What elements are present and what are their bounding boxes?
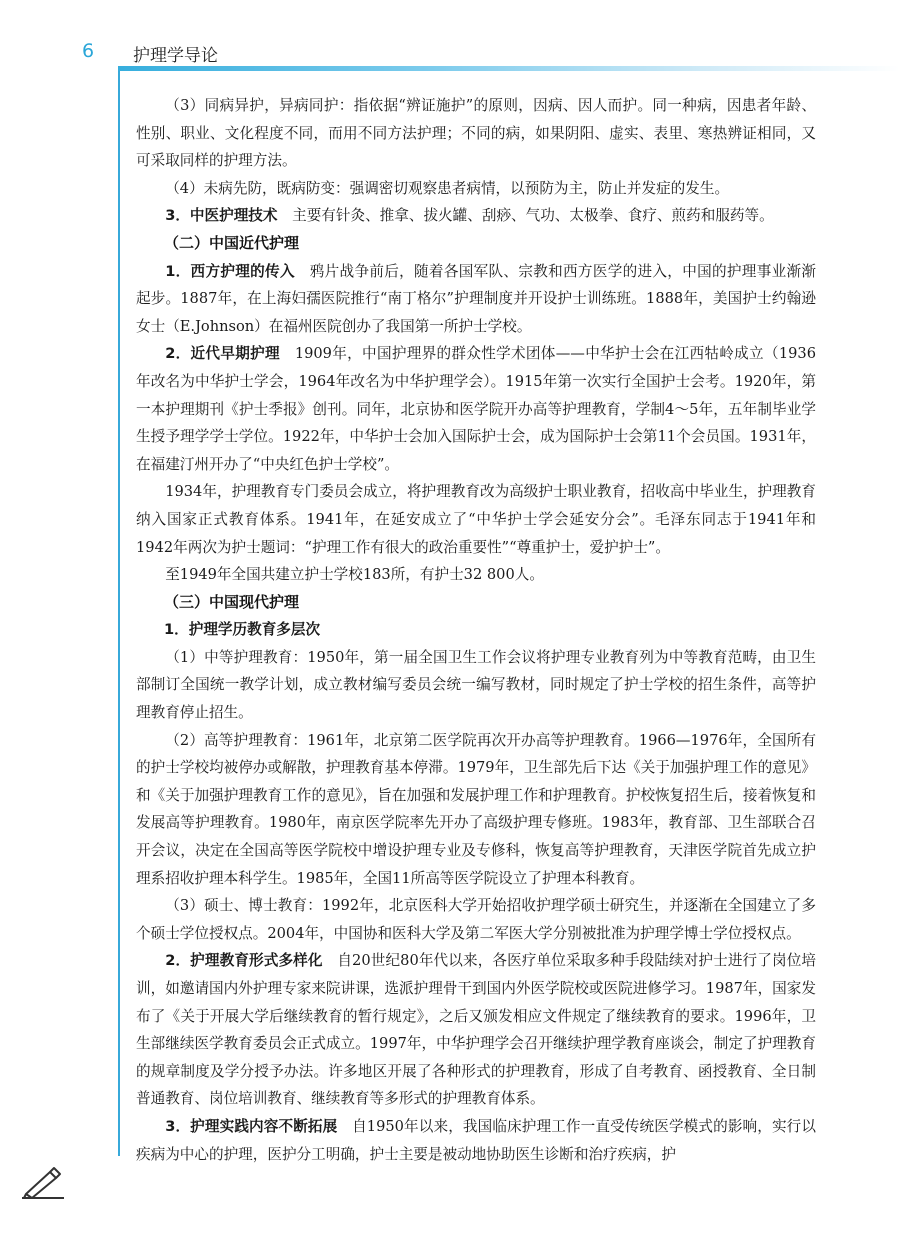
section-lead: 1．西方护理的传入	[165, 262, 295, 280]
subsection-heading: 1．护理学历教育多层次	[164, 621, 321, 639]
paragraph: 2．护理教育形式多样化 自20世纪80年代以来，各医疗单位采取多种手段陆续对护士进行了岗位培训，如邀请国内外护理专家来院讲课，选派护理骨干到国内外医学院校或医院进修学习。1987年，国家发布了《关于开展大学后继续教育的暂行规定》，之后又颁发相应文件规定了继续教育的要求。1996年，卫生部继续医学教育委员会正式成立。1997年，中华护理学会召开继续护理学教育座谈会，制定了护理教育的规章制度及学分授予办法。许多地区开展了各种形式的护理教育，形成了自考教育、函授教育、全日制普通教育、岗位培训教育、继续教育等多形式的护理教育体系。	[136, 952, 816, 1108]
paragraph: 1．西方护理的传入 鸦片战争前后，随着各国军队、宗教和西方医学的进入，中国的护理事业渐渐起步。1887年，在上海妇孺医院推行“南丁格尔”护理制度并开设护士训练班。1888年，美国护士约翰逊女士（E.Johnson）在福州医院创办了我国第一所护士学校。	[136, 262, 816, 335]
section-lead: 2．近代早期护理	[165, 345, 280, 363]
paragraph: （3）硕士、博士教育：1992年，北京医科大学开始招收护理学硕士研究生，并逐渐在全国建立了多个硕士学位授权点。2004年，中国协和医科大学及第二军医大学分别被批准为护理学博士学位授权点。	[136, 897, 816, 942]
paragraph: （2）高等护理教育：1961年，北京第二医学院再次开办高等护理教育。1966—1976年，全国所有的护士学校均被停办或解散，护理教育基本停滞。1979年，卫生部先后下达《关于加强护理工作的意见》和《关于加强护理教育工作的意见》，旨在加强和发展护理工作和护理教育。护校恢复招生后，接着恢复和发展高等护理教育。1980年，南京医学院率先开办了高级护理专修班。1983年，教育部、卫生部联合召开会议，决定在全国高等医学院校中增设护理专业及专修科，恢复高等护理教育，天津医学院首先成立护理系招收护理本科学生。1985年，全国11所高等医学院设立了护理本科教育。	[136, 731, 816, 887]
paragraph: 2．近代早期护理 1909年，中国护理界的群众性学术团体——中华护士会在江西牯岭成立（1936年改名为中华护士学会，1964年改名为中华护理学会）。1915年第一次实行全国护士会考。1920年，第一本护理期刊《护士季报》创刊。同年，北京协和医学院开办高等护理教育，学制4～5年，五年制毕业学生授予理学学士学位。1922年，中华护士会加入国际护士会，成为国际护士会第11个会员国。1931年，在福建汀州开办了“中央红色护士学校”。	[136, 345, 816, 473]
section-lead: 3．护理实践内容不断拓展	[165, 1117, 338, 1135]
section-heading: （二）中国近代护理	[164, 233, 300, 252]
page-number: 6	[82, 40, 95, 62]
paragraph: 至1949年全国共建立护士学校183所，有护士32 800人。	[165, 566, 544, 584]
header-gradient-bar	[118, 66, 900, 71]
section-heading: （三）中国现代护理	[164, 592, 300, 611]
page-header	[0, 0, 900, 80]
left-margin-rule	[118, 71, 120, 1156]
section-lead: 3．中医护理技术	[165, 207, 278, 225]
paragraph: （3）同病异护，异病同护：指依据“辨证施护”的原则，因病、因人而护。同一种病，因患者年龄、性别、职业、文化程度不同，而用不同方法护理；不同的病，如果阴阳、虚实、表里、寒热辨证相同，又可采取同样的护理方法。	[136, 97, 816, 170]
paragraph: （4）未病先防，既病防变：强调密切观察患者病情，以预防为主，防止并发症的发生。	[165, 179, 730, 197]
page-body	[136, 92, 816, 1168]
pen-icon	[20, 1164, 66, 1200]
book-title: 护理学导论	[133, 46, 218, 66]
paragraph: （1）中等护理教育：1950年，第一届全国卫生工作会议将护理专业教育列为中等教育范畴，由卫生部制订全国统一教学计划，成立教材编写委员会统一编写教材，同时规定了护士学校的招生条件，高等护理教育停止招生。	[136, 648, 816, 722]
paragraph: 3．中医护理技术 主要有针灸、推拿、拔火罐、刮痧、气功、太极拳、食疗、煎药和服药等。	[165, 207, 774, 225]
section-lead: 2．护理教育形式多样化	[165, 952, 323, 970]
paragraph: 1934年，护理教育专门委员会成立，将护理教育改为高级护士职业教育，招收高中毕业生，护理教育纳入国家正式教育体系。1941年，在延安成立了“中华护士学会延安分会”。毛泽东同志于1941年和1942年两次为护士题词：“护理工作有很大的政治重要性”“尊重护士，爱护护士”。	[136, 483, 816, 556]
paragraph: 3．护理实践内容不断拓展 自1950年以来，我国临床护理工作一直受传统医学模式的影响，实行以疾病为中心的护理，医护分工明确，护士主要是被动地协助医生诊断和治疗疾病，护	[136, 1117, 816, 1163]
